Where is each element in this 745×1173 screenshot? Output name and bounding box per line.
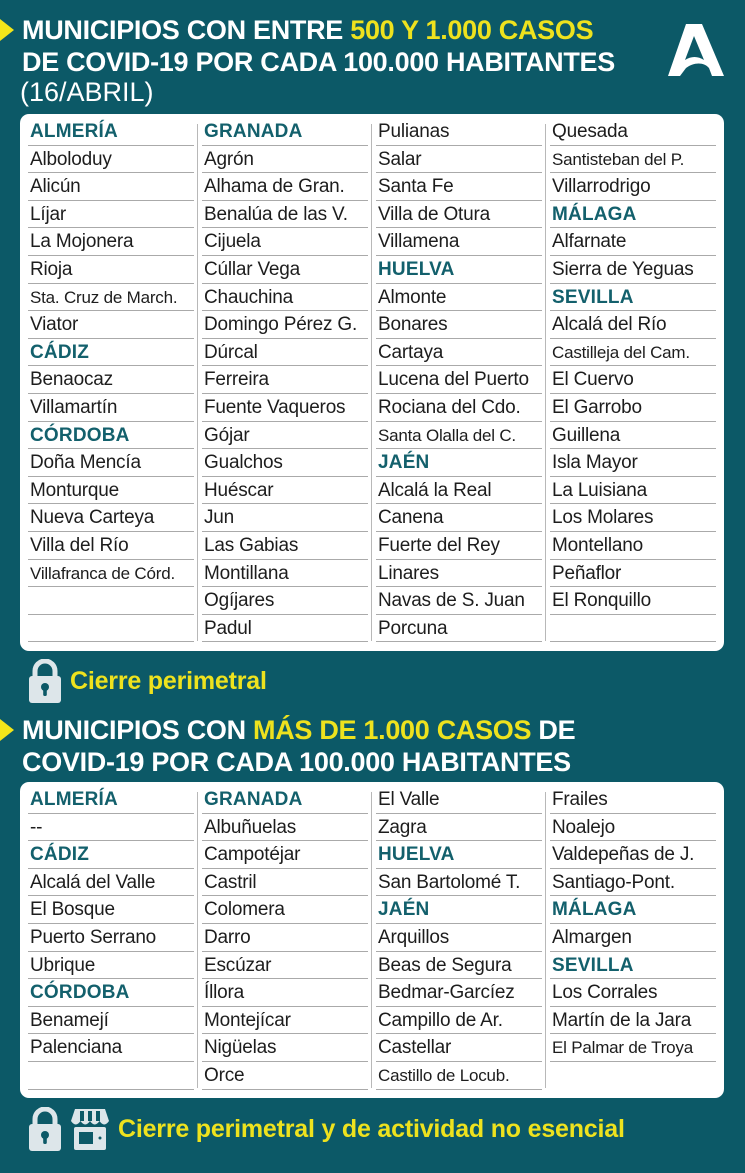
legend-label: Cierre perimetral	[70, 666, 267, 695]
section2-title-line2: COVID-19 POR CADA 100.000 HABITANTES	[22, 747, 571, 777]
municipality-cell: Santisteban del P.	[550, 146, 716, 174]
municipality-cell: Colomera	[202, 896, 368, 924]
municipality-cell: Valdepeñas de J.	[550, 841, 716, 869]
municipality-cell: Alboloduy	[28, 146, 194, 174]
municipality-cell: Almargen	[550, 924, 716, 952]
municipality-cell: Castril	[202, 869, 368, 897]
municipality-cell: Bedmar-Garcíez	[376, 979, 542, 1007]
municipality-cell: Nigüelas	[202, 1034, 368, 1062]
province-header: ALMERÍA	[28, 118, 194, 146]
municipality-cell: Escúzar	[202, 952, 368, 980]
municipality-cell: Bonares	[376, 311, 542, 339]
junta-andalucia-logo-icon	[664, 22, 726, 78]
municipality-cell: Los Corrales	[550, 979, 716, 1007]
section2-title-line1	[22, 714, 575, 746]
province-header: CÁDIZ	[28, 339, 194, 367]
table-column	[28, 118, 194, 645]
municipality-cell: Benaocaz	[28, 366, 194, 394]
province-header: MÁLAGA	[550, 201, 716, 229]
bullet-arrow-icon	[0, 19, 14, 41]
province-header: SEVILLA	[550, 284, 716, 312]
province-header: GRANADA	[202, 118, 368, 146]
municipality-cell: Dúrcal	[202, 339, 368, 367]
municipality-cell: Las Gabias	[202, 532, 368, 560]
municipality-cell: La Mojonera	[28, 228, 194, 256]
table-column	[550, 118, 716, 645]
municipality-cell: La Luisiana	[550, 477, 716, 505]
province-header: ALMERÍA	[28, 786, 194, 814]
municipality-cell: Albuñuelas	[202, 814, 368, 842]
municipality-cell: Alhama de Gran.	[202, 173, 368, 201]
municipality-cell: Almonte	[376, 284, 542, 312]
municipality-cell: Santiago-Pont.	[550, 869, 716, 897]
section1-title-line1	[22, 14, 593, 46]
municipality-cell: Viator	[28, 311, 194, 339]
empty-cell	[28, 587, 194, 615]
province-header: CÓRDOBA	[28, 979, 194, 1007]
municipality-cell: Sta. Cruz de March.	[28, 284, 194, 312]
municipality-cell: Peñaflor	[550, 560, 716, 588]
lock-icon	[28, 1107, 62, 1151]
municipality-cell: --	[28, 814, 194, 842]
section1-date: (16/ABRIL)	[20, 77, 154, 107]
municipality-cell: Castillo de Locub.	[376, 1062, 542, 1090]
province-header: GRANADA	[202, 786, 368, 814]
municipality-cell: Darro	[202, 924, 368, 952]
municipality-cell: El Cuervo	[550, 366, 716, 394]
municipality-cell: Nueva Carteya	[28, 504, 194, 532]
municipality-cell: Villafranca de Córd.	[28, 560, 194, 588]
municipality-cell: El Ronquillo	[550, 587, 716, 615]
municipality-cell: Pulianas	[376, 118, 542, 146]
municipality-cell: Ogíjares	[202, 587, 368, 615]
municipality-cell: Villamena	[376, 228, 542, 256]
municipality-cell: Alfarnate	[550, 228, 716, 256]
municipality-cell: Castellar	[376, 1034, 542, 1062]
legend-perimeter-closure	[28, 659, 267, 703]
municipality-cell: Gualchos	[202, 449, 368, 477]
province-header: HUELVA	[376, 841, 542, 869]
municipality-cell: Montillana	[202, 560, 368, 588]
municipality-cell: Linares	[376, 560, 542, 588]
province-header: CÓRDOBA	[28, 422, 194, 450]
municipality-cell: Benalúa de las V.	[202, 201, 368, 229]
municipality-cell: Cartaya	[376, 339, 542, 367]
municipality-cell: Rociana del Cdo.	[376, 394, 542, 422]
bullet-arrow-icon	[0, 719, 14, 741]
municipality-cell: Navas de S. Juan	[376, 587, 542, 615]
title-text: DE	[531, 715, 576, 745]
table-column	[202, 118, 368, 645]
municipality-cell: Gójar	[202, 422, 368, 450]
municipality-cell: Cijuela	[202, 228, 368, 256]
municipality-cell: Porcuna	[376, 615, 542, 643]
municipality-cell: Villa de Otura	[376, 201, 542, 229]
province-header: MÁLAGA	[550, 896, 716, 924]
municipality-cell: Orce	[202, 1062, 368, 1090]
municipality-cell: Sierra de Yeguas	[550, 256, 716, 284]
title-highlight: 500 Y 1.000 CASOS	[350, 15, 594, 45]
municipality-cell: Montellano	[550, 532, 716, 560]
empty-cell	[28, 615, 194, 643]
lock-icon	[28, 659, 62, 703]
municipality-cell: Castilleja del Cam.	[550, 339, 716, 367]
title-highlight: MÁS DE 1.000 CASOS	[253, 715, 532, 745]
municipality-cell: Ubrique	[28, 952, 194, 980]
municipality-cell: Santa Fe	[376, 173, 542, 201]
title-text: MUNICIPIOS CON ENTRE	[22, 15, 351, 45]
shop-icon	[70, 1107, 110, 1151]
municipality-cell: Zagra	[376, 814, 542, 842]
municipality-cell: Alcalá del Río	[550, 311, 716, 339]
municipality-cell: Lucena del Puerto	[376, 366, 542, 394]
municipality-cell: Cúllar Vega	[202, 256, 368, 284]
municipalities-table-500-1000	[20, 114, 724, 651]
municipality-cell: Beas de Segura	[376, 952, 542, 980]
municipality-cell: Padul	[202, 615, 368, 643]
municipality-cell: Agrón	[202, 146, 368, 174]
municipality-cell: Arquillos	[376, 924, 542, 952]
municipality-cell: Fuerte del Rey	[376, 532, 542, 560]
province-header: CÁDIZ	[28, 841, 194, 869]
municipality-cell: Monturque	[28, 477, 194, 505]
municipality-cell: Noalejo	[550, 814, 716, 842]
municipality-cell: Villamartín	[28, 394, 194, 422]
table-column	[28, 786, 194, 1092]
empty-cell	[550, 615, 716, 643]
municipality-cell: Íllora	[202, 979, 368, 1007]
municipality-cell: Guillena	[550, 422, 716, 450]
municipality-cell: Fuente Vaqueros	[202, 394, 368, 422]
municipality-cell: El Palmar de Troya	[550, 1034, 716, 1062]
table-column	[550, 786, 716, 1092]
municipality-cell: Los Molares	[550, 504, 716, 532]
municipality-cell: Santa Olalla del C.	[376, 422, 542, 450]
municipality-cell: Chauchina	[202, 284, 368, 312]
municipality-cell: Martín de la Jara	[550, 1007, 716, 1035]
table-column	[376, 118, 542, 645]
municipality-cell: Rioja	[28, 256, 194, 284]
municipality-cell: Canena	[376, 504, 542, 532]
municipality-cell: El Bosque	[28, 896, 194, 924]
province-header: JAÉN	[376, 449, 542, 477]
municipality-cell: Villarrodrigo	[550, 173, 716, 201]
legend-label: Cierre perimetral y de actividad no esencial	[118, 1114, 625, 1143]
municipality-cell: San Bartolomé T.	[376, 869, 542, 897]
municipality-cell: Frailes	[550, 786, 716, 814]
municipality-cell: Domingo Pérez G.	[202, 311, 368, 339]
empty-cell	[28, 1062, 194, 1090]
table-column	[376, 786, 542, 1092]
municipality-cell: Campillo de Ar.	[376, 1007, 542, 1035]
province-header: HUELVA	[376, 256, 542, 284]
table-column	[202, 786, 368, 1092]
legend-perimeter-and-nonessential-closure	[28, 1107, 625, 1151]
municipality-cell: Ferreira	[202, 366, 368, 394]
municipality-cell: Palenciana	[28, 1034, 194, 1062]
municipality-cell: Jun	[202, 504, 368, 532]
municipality-cell: Huéscar	[202, 477, 368, 505]
section1-title-line2: DE COVID-19 POR CADA 100.000 HABITANTES	[22, 47, 615, 77]
municipality-cell: Alcalá la Real	[376, 477, 542, 505]
municipality-cell: Líjar	[28, 201, 194, 229]
municipality-cell: Salar	[376, 146, 542, 174]
province-header: JAÉN	[376, 896, 542, 924]
municipality-cell: Villa del Río	[28, 532, 194, 560]
title-text: MUNICIPIOS CON	[22, 715, 254, 745]
municipality-cell: El Valle	[376, 786, 542, 814]
municipality-cell: Doña Mencía	[28, 449, 194, 477]
municipality-cell: Alcalá del Valle	[28, 869, 194, 897]
municipality-cell: Alicún	[28, 173, 194, 201]
municipality-cell: Isla Mayor	[550, 449, 716, 477]
municipality-cell: Quesada	[550, 118, 716, 146]
municipality-cell: Montejícar	[202, 1007, 368, 1035]
municipality-cell: Benamejí	[28, 1007, 194, 1035]
municipality-cell: Puerto Serrano	[28, 924, 194, 952]
province-header: SEVILLA	[550, 952, 716, 980]
municipalities-table-over-1000	[20, 782, 724, 1098]
municipality-cell: Campotéjar	[202, 841, 368, 869]
municipality-cell: El Garrobo	[550, 394, 716, 422]
